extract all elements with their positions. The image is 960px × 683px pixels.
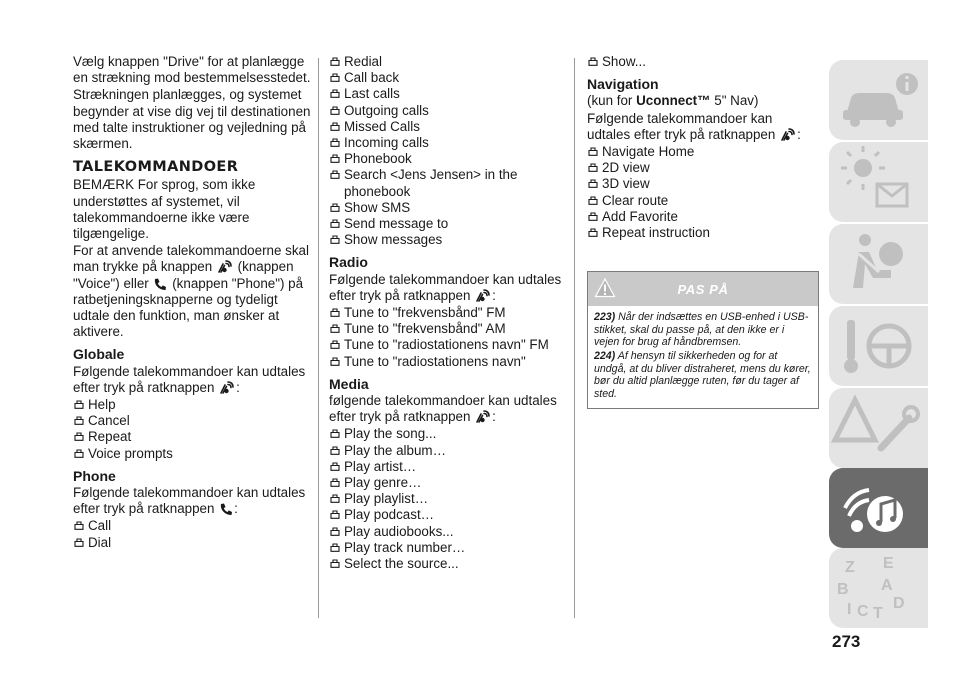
checkbox-bullet-icon xyxy=(330,170,340,179)
checkbox-bullet-icon xyxy=(330,357,340,366)
list-item: Voice prompts xyxy=(73,446,313,462)
index-letter: I xyxy=(847,601,852,618)
list-item: Play genre… xyxy=(329,475,564,491)
column-1 xyxy=(73,54,313,551)
list-item: Missed Calls xyxy=(329,119,564,135)
list-item: Help xyxy=(73,397,313,413)
index-letter: D xyxy=(893,595,905,612)
checkbox-bullet-icon xyxy=(330,559,340,568)
list-item: Call back xyxy=(329,70,564,86)
checkbox-bullet-icon xyxy=(330,446,340,455)
list-item: Cancel xyxy=(73,413,313,429)
phone-icon xyxy=(153,277,167,291)
list-item: Tune to "frekvensbånd" AM xyxy=(329,321,564,337)
checkbox-bullet-icon xyxy=(330,73,340,82)
checkbox-bullet-icon xyxy=(74,521,84,530)
warning-title: PAS PÅ xyxy=(677,282,729,298)
voice-icon xyxy=(780,127,796,142)
checkbox-bullet-icon xyxy=(330,462,340,471)
checkbox-bullet-icon xyxy=(330,203,340,212)
media-intro: følgende talekommandoer kan udtales efter tryk på ratknappen : xyxy=(329,393,557,425)
column-divider xyxy=(318,58,319,618)
list-item: Tune to "radiostationens navn" FM xyxy=(329,337,564,353)
index-letter: A xyxy=(881,577,893,594)
index-letter: T xyxy=(873,605,883,622)
checkbox-bullet-icon xyxy=(588,147,598,156)
checkbox-bullet-icon xyxy=(330,89,340,98)
checkbox-bullet-icon xyxy=(330,138,340,147)
checkbox-bullet-icon xyxy=(330,340,340,349)
warning-header xyxy=(588,272,818,306)
navigation-subtitle: (kun for Uconnect™ 5" Nav) xyxy=(587,93,759,109)
list-item: Play audiobooks... xyxy=(329,524,564,540)
radio-list xyxy=(329,305,564,370)
chapter-tab-safety[interactable] xyxy=(829,224,928,304)
checkbox-bullet-icon xyxy=(74,400,84,409)
list-item: Incoming calls xyxy=(329,135,564,151)
checkbox-bullet-icon xyxy=(330,478,340,487)
checkbox-bullet-icon xyxy=(330,219,340,228)
index-letter: B xyxy=(837,581,849,598)
list-item: Show... xyxy=(587,54,819,70)
checkbox-bullet-icon xyxy=(330,543,340,552)
warning-light-message-icon xyxy=(829,142,928,222)
globale-heading: Globale xyxy=(73,346,125,363)
checkbox-bullet-icon xyxy=(588,212,598,221)
airbag-seat-icon xyxy=(829,224,928,304)
globale-intro: Følgende talekommandoer kan udtales efter tryk på ratknappen : xyxy=(73,363,306,395)
index-letter: C xyxy=(857,603,869,620)
globale-list xyxy=(73,397,313,462)
column-2 xyxy=(329,54,564,572)
page-number: 273 xyxy=(832,632,861,651)
multimedia-music-icon xyxy=(829,468,928,548)
list-item: Dial xyxy=(73,535,313,551)
checkbox-bullet-icon xyxy=(588,179,598,188)
drive-paragraph: Vælg knappen "Drive" for at planlægge en strækning mod bestemmelsesstedet. xyxy=(73,54,311,86)
list-item: Play track number… xyxy=(329,540,564,556)
list-item: Outgoing calls xyxy=(329,103,564,119)
column-divider xyxy=(574,58,575,618)
list-item: Play the song... xyxy=(329,426,564,442)
checkbox-bullet-icon xyxy=(74,449,84,458)
route-paragraph: Strækningen planlægges, og systemet begynder at vise dig vej til destinationen med talte instruktioner og vejledning på skærmen. xyxy=(73,87,311,152)
list-item: Redial xyxy=(329,54,564,70)
list-item: Tune to "radiostationens navn" xyxy=(329,354,564,370)
index-letters-icon xyxy=(829,548,928,628)
checkbox-bullet-icon xyxy=(330,494,340,503)
list-item: Send message to xyxy=(329,216,564,232)
list-item: Search <Jens Jensen> in the phonebook xyxy=(329,167,564,199)
list-item: Play podcast… xyxy=(329,507,564,523)
navigation-heading: Navigation xyxy=(587,76,659,93)
checkbox-bullet-icon xyxy=(330,106,340,115)
checkbox-bullet-icon xyxy=(330,57,340,66)
list-item: Play playlist… xyxy=(329,491,564,507)
warning-item: 223) Når der indsættes en USB-enhed i USB-stikket, skal du passe på, at den ikke er i vejen for brug af håndbremsen. xyxy=(594,311,809,349)
checkbox-bullet-icon xyxy=(330,510,340,519)
chapter-tab-dashboard[interactable] xyxy=(829,60,928,140)
checkbox-bullet-icon xyxy=(330,122,340,131)
warning-triangle-tool-icon xyxy=(829,388,928,468)
checkbox-bullet-icon xyxy=(74,416,84,425)
checkbox-bullet-icon xyxy=(588,163,598,172)
index-letter: E xyxy=(883,555,894,572)
phone-intro: Følgende talekommandoer kan udtales efter tryk på ratknappen : xyxy=(73,485,306,517)
navigation-intro: Følgende talekommandoer kan udtales efter tryk på ratknappen : xyxy=(587,110,801,142)
key-steering-wheel-icon xyxy=(829,306,928,386)
checkbox-bullet-icon xyxy=(588,57,598,66)
car-info-icon xyxy=(829,60,928,140)
checkbox-bullet-icon xyxy=(330,527,340,536)
checkbox-bullet-icon xyxy=(74,538,84,547)
navigation-list xyxy=(587,144,819,241)
column-3 xyxy=(587,54,819,409)
chapter-tab-multimedia[interactable] xyxy=(829,468,928,548)
list-item: Play the album… xyxy=(329,443,564,459)
chapter-tab-emergency[interactable] xyxy=(829,388,928,468)
chapter-tab-warnings[interactable] xyxy=(829,142,928,222)
voice-commands-heading: TALEKOMMANDOER xyxy=(73,159,239,176)
radio-heading: Radio xyxy=(329,254,368,271)
list-item: 3D view xyxy=(587,176,819,192)
voice-icon xyxy=(475,409,491,424)
list-item: Play artist… xyxy=(329,459,564,475)
warning-item: 224) Af hensyn til sikkerheden og for at undgå, at du bliver distraheret, mens du kører, bør du altid planlægge ruten, før du tager af sted. xyxy=(594,350,811,400)
media-heading: Media xyxy=(329,375,369,392)
list-item: Add Favorite xyxy=(587,209,819,225)
list-item: Show SMS xyxy=(329,200,564,216)
list-item: 2D view xyxy=(587,160,819,176)
radio-intro: Følgende talekommandoer kan udtales efter tryk på ratknappen : xyxy=(329,271,562,303)
list-item: Tune to "frekvensbånd" FM xyxy=(329,305,564,321)
checkbox-bullet-icon xyxy=(74,432,84,441)
list-item: Navigate Home xyxy=(587,144,819,160)
phone-icon xyxy=(219,502,233,516)
list-item: Phonebook xyxy=(329,151,564,167)
voice-icon xyxy=(475,288,491,303)
list-item: Show messages xyxy=(329,232,564,248)
list-item: Call xyxy=(73,518,313,534)
phone-heading: Phone xyxy=(73,467,116,484)
media-list xyxy=(329,426,564,572)
checkbox-bullet-icon xyxy=(330,324,340,333)
checkbox-bullet-icon xyxy=(588,196,598,205)
checkbox-bullet-icon xyxy=(330,429,340,438)
warning-box xyxy=(587,271,819,409)
checkbox-bullet-icon xyxy=(330,308,340,317)
list-item: Select the source... xyxy=(329,556,564,572)
list-item: Last calls xyxy=(329,86,564,102)
phone-list xyxy=(73,518,313,550)
show-list xyxy=(587,54,819,70)
checkbox-bullet-icon xyxy=(330,154,340,163)
warning-body xyxy=(588,306,818,408)
voice-icon xyxy=(219,380,235,395)
usage-paragraph: For at anvende talekommandoerne skal man trykke på knappen (knappen "Voice") eller (knappen "Phone") på ratbetjeningsknapperne og tydeligt udtale den funktion, man ønsker at aktivere. xyxy=(73,243,309,340)
checkbox-bullet-icon xyxy=(330,235,340,244)
list-item: Repeat instruction xyxy=(587,225,819,241)
list-item: Repeat xyxy=(73,429,313,445)
phone-commands-list xyxy=(329,54,564,248)
index-letter: Z xyxy=(845,559,855,576)
checkbox-bullet-icon xyxy=(588,228,598,237)
list-item: Clear route xyxy=(587,193,819,209)
chapter-tab-index[interactable] xyxy=(829,548,928,628)
note-paragraph: BEMÆRK For sprog, som ikke understøttes af systemet, vil talekommandoerne ikke være tilgængelige. xyxy=(73,177,256,242)
chapter-tab-driving[interactable] xyxy=(829,306,928,386)
voice-icon xyxy=(217,259,233,274)
